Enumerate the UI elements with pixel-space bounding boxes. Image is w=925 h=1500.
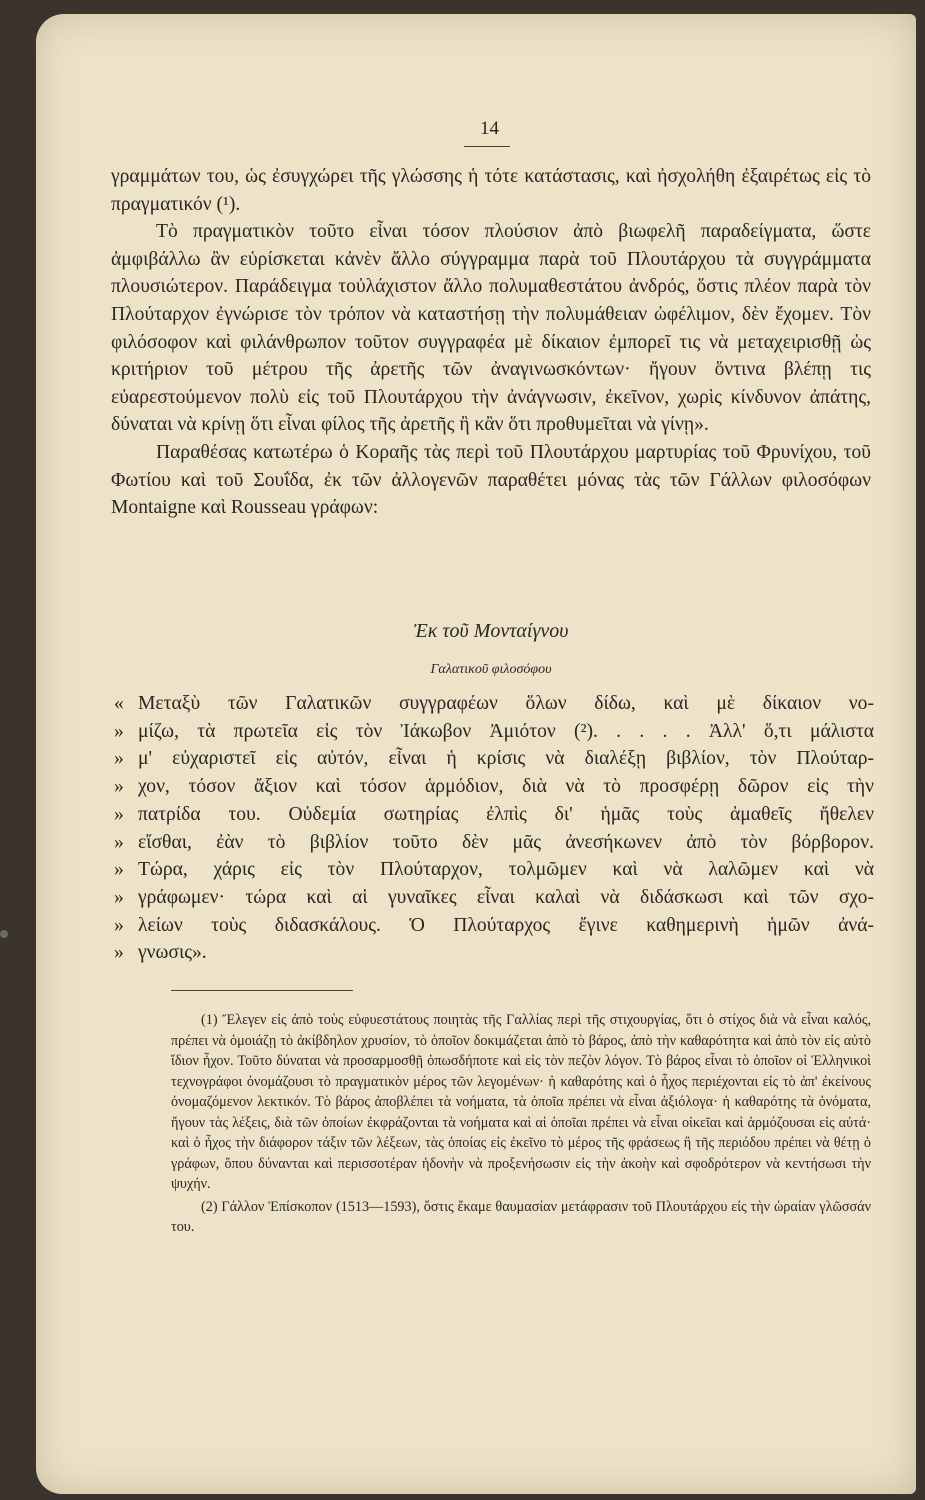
quote-text: πατρίδα του. Οὐδεμία σωτηρίας ἐλπὶς δι' ἡμᾶς τοὺς ἀμαθεῖς ἤθελεν bbox=[138, 803, 874, 825]
quote-text: μίζω, τὰ πρωτεῖα εἰς τὸν Ἰάκωβον Ἀμιότον (²). . . . . Ἀλλ' ὅ,τι μάλιστα bbox=[138, 720, 874, 742]
paragraph-2: Τὸ πραγματικὸν τοῦτο εἶναι τόσον πλούσιον ἀπὸ βιωφελῆ παραδείγματα, ὥστε ἀμφιβάλλω ἂν εὑρίσκεται κἀνὲν ἄλλο σύγγραμμα παρὰ τοῦ Πλουτάρχου τὰ συγγράμματα πλουσιώτερον. Παράδειγμα τοὐλάχιστον ἄλλο πολυμαθεστάτου ἀνδρός, ὅστις πλέον παρὰ τὸν Πλούταρχον ἐγνώρισε τὸν τρόπον νὰ καταστήσῃ τὴν πολυμάθειαν ὠφέλιμον, δὲν ἔχομεν. Τὸν φιλόσοφον καὶ φιλάνθρωπον τοῦτον συγγραφέα μὲ δίκαιον ἐμπορεῖ τις νὰ μεταχειρισθῇ ὡς κριτήριον τοῦ μέτρου τῆς ἀρετῆς τῶν ἀναγινωσκόντων· ἤγουν ὅντινα βλέπῃ τις εὐαρεστούμενον πολὺ εἰς τοῦ Πλουτάρχου τὴν ἀνάγνωσιν, ἐκεῖνον, χωρὶς κίνδυνον ἀπάτης, δύναται νὰ κρίνῃ ὅτι εἶναι φίλος τῆς ἀρετῆς ἢ κἂν ὅτι προθυμεῖται νὰ γίνῃ». bbox=[111, 221, 871, 436]
quote-mark: » bbox=[114, 914, 124, 936]
quote-line bbox=[114, 856, 874, 884]
quote-text: Τώρα, χάρις εἰς τὸν Πλούταρχον, τολμῶμεν καὶ νὰ λαλῶμεν καὶ νὰ bbox=[138, 859, 874, 881]
paragraph-3: Παραθέσας κατωτέρω ὁ Κοραῆς τὰς περὶ τοῦ Πλουτάρχου μαρτυρίας τοῦ Φρυνίχου, τοῦ Φωτίου καὶ τοῦ Σουΐδα, ἐκ τῶν ἀλλογενῶν παραθέτει μόνας τὰς τῶν Γάλλων φιλοσόφων Montaigne καὶ Rousseau γράφων: bbox=[111, 441, 871, 519]
quote-text: χον, τόσον ἄξιον καὶ τόσον ἁρμόδιον, διὰ νὰ τὸ προσφέρῃ δῶρον εἰς τὴν bbox=[138, 776, 874, 798]
quote-text: γράφωμεν· τώρα καὶ αἱ γυναῖκες εἶναι καλαὶ νὰ διδάσκωσι καὶ τῶν σχο- bbox=[138, 886, 874, 908]
quote-mark: « bbox=[114, 693, 124, 714]
footnotes bbox=[171, 1010, 871, 1238]
footnote-2: (2) Γάλλον Ἐπίσκοπον (1513—1593), ὅστις ἔκαμε θαυμασίαν μετάφρασιν τοῦ Πλουτάρχου εἰς τὴν ὡραίαν γλῶσσάν του. bbox=[171, 1198, 871, 1235]
quote-line bbox=[114, 801, 874, 829]
quote-mark: » bbox=[114, 831, 124, 853]
quote-mark: » bbox=[114, 886, 124, 908]
paragraph-1: γραμμάτων του, ὡς ἐσυγχώρει τῆς γλώσσης ἡ τότε κατάστασις, καὶ ἠσχολήθη ἐξαιρέτως εἰς τὸ πραγματικόν (¹). bbox=[111, 166, 871, 215]
page-number: 14 bbox=[480, 118, 499, 139]
section-subheading: Γαλατικοῦ φιλοσόφου bbox=[430, 662, 552, 677]
quote-line bbox=[114, 884, 874, 912]
quote-text: Μεταξὺ τῶν Γαλατικῶν συγγραφέων ὅλων δίδω, καὶ μὲ δίκαιον νο- bbox=[138, 693, 874, 714]
body-text bbox=[111, 163, 871, 522]
quote-text: μ' εὐχαριστεῖ εἰς αὐτόν, εἶναι ἡ κρίσις νὰ διαλέξῃ βιβλίον, τὸν Πλούταρ- bbox=[138, 748, 874, 770]
quote-mark: » bbox=[114, 748, 124, 770]
quote-line bbox=[114, 829, 874, 857]
binding-hole bbox=[0, 930, 8, 938]
quote-mark: » bbox=[114, 776, 124, 798]
quote-mark: » bbox=[114, 859, 124, 881]
section-heading: Ἐκ τοῦ Μονταίγνου bbox=[413, 620, 569, 642]
quote-line bbox=[114, 745, 874, 773]
quote-line bbox=[114, 690, 874, 718]
page-number-rule bbox=[464, 146, 510, 147]
footnote-rule bbox=[171, 990, 353, 991]
quote-line bbox=[114, 718, 874, 746]
footnote-1: (1) Ἔλεγεν εἰς ἀπὸ τοὺς εὐφυεστάτους ποιητὰς τῆς Γαλλίας περὶ τῆς στιχουργίας, ὅτι ὁ στίχος διὰ νὰ εἶναι καλός, πρέπει νὰ ὁμοιάζῃ τὸ ἀκίβδηλον χρυσίον, τὸ ὁποῖον δοκιμάζεται ἀπὸ τὸ βάρος, ἀπὸ τὴν καθαρότητα καὶ ἀπὸ τὸν εἰς αὐτὸ ἴδιον ἦχον. Τοῦτο δύναται νὰ προσαρμοσθῇ ὁπωσδήποτε καὶ εἰς τὸν πεζὸν λόγον. Τὸ βάρος εἶναι τὸ ὁποῖον οἱ Ἑλληνικοὶ τεχνογράφοι ὀνομάζουσι τὸ πραγματικὸν μέρος τῶν λεγομένων· ἡ καθαρότης καὶ ὁ ἦχος περιέχονται εἰς τὸ ἀπ' ἐκείνους ὀνομαζόμενον λεκτικόν. Τὸ βάρος ἀποβλέπει τὰ νοήματα, τὰ ὁποῖα πρέπει νὰ εἶναι ἀξιόλογα· ἡ καθαρότης τὰ ὀνόματα, ἤγουν τὰς λέξεις, διὰ τῶν ὁποίων ἐκφράζονται τὰ νοήματα καὶ αἱ ὁποῖαι πρέπει νὰ εἶναι οἰκεῖαι καὶ ἁρμόζουσαι εἰς αὐτά· καὶ ὁ ἦχος τὴν διάφορον τάξιν τῶν λέξεων, τὰς ὁποίας εἰς ἐκεῖνο τὸ μέρος τῆς φράσεως ἢ τῆς περιόδου πρέπει νὰ θέτῃ ὁ γράφων, ὅπου δύνανται καὶ περισσοτέραν ἡδονὴν νὰ προξενήσωσιν εἰς τὴν ἀκοὴν καὶ σφοδρότερον νὰ κεντήσωσι τὴν ψυχήν. bbox=[171, 1012, 871, 1192]
quote-line bbox=[114, 773, 874, 801]
quotation-block bbox=[114, 690, 874, 967]
quote-mark: » bbox=[114, 942, 124, 964]
quote-line bbox=[114, 912, 874, 940]
quote-mark: » bbox=[114, 720, 124, 742]
quote-mark: » bbox=[114, 803, 124, 825]
quote-line bbox=[114, 939, 874, 967]
quote-text: λείων τοὺς διδασκάλους. Ὁ Πλούταρχος ἔγινε καθημερινὴ ἡμῶν ἀνά- bbox=[138, 914, 874, 936]
quote-text: γνωσις». bbox=[138, 942, 207, 964]
quote-text: εἴσθαι, ἐὰν τὸ βιβλίον τοῦτο δὲν μᾶς ἀνεσήκωνεν ἀπὸ τὸν βόρβορον. bbox=[138, 831, 874, 853]
